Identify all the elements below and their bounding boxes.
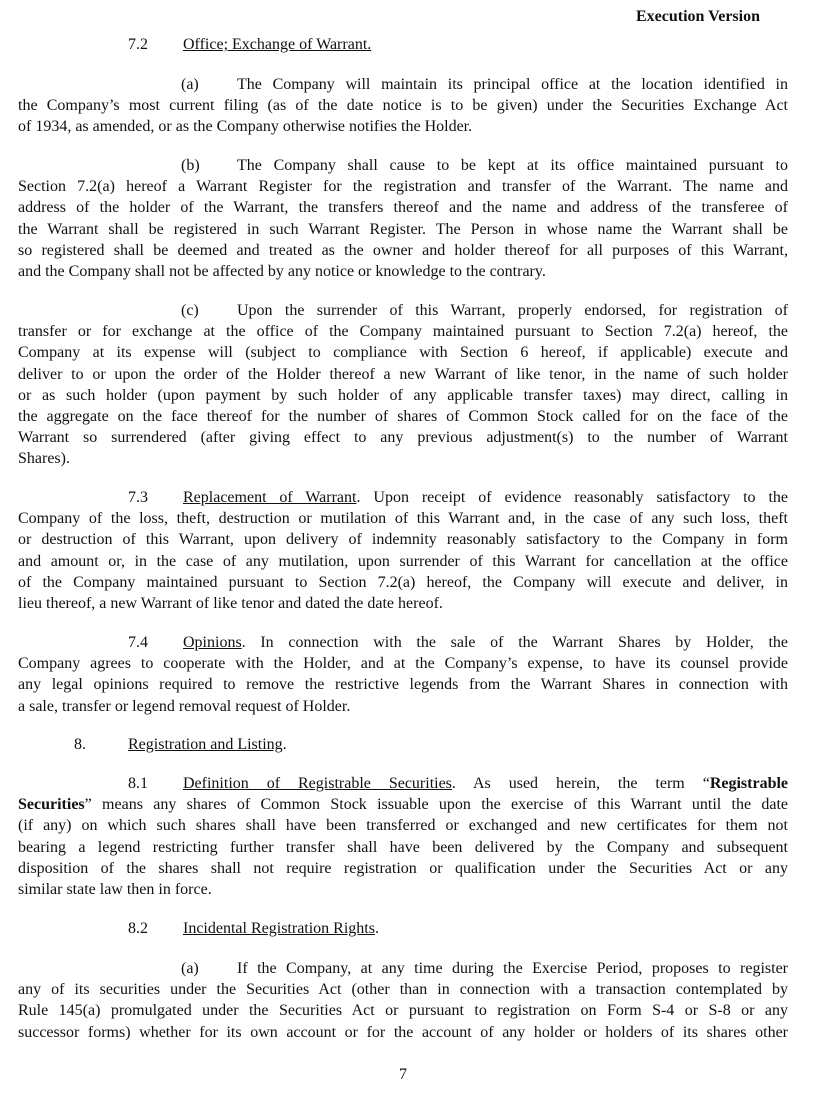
- section-title: Opinions: [183, 634, 242, 651]
- defined-term: Securities: [18, 796, 85, 814]
- paragraph-line: the Warrant shall be registered in such Warrant Register. The Person in whose name the Warrant shall be: [18, 220, 788, 238]
- section-title: Replacement of Warrant: [183, 489, 357, 506]
- paragraph-line: any legal opinions required to remove the restrictive legends from the Warrant Shares in connection with: [18, 676, 788, 694]
- paragraph-line: transfer or for exchange at the office of the Company maintained pursuant to Section 7.2(a) hereof, the: [18, 323, 788, 341]
- paragraph-text: . Upon receipt of evidence reasonably satisfactory to the: [356, 489, 788, 506]
- section-number: 7.3: [128, 489, 148, 506]
- paragraph-line: The Company will maintain its principal office at the location identified in: [237, 76, 788, 93]
- paragraph-text: ” means any shares of Common Stock issuable upon the exercise of this Warrant until the date: [84, 796, 788, 814]
- section-7-2-a: [18, 74, 788, 138]
- section-8-2-heading: [18, 918, 788, 939]
- section-title-end: .: [282, 736, 287, 753]
- paragraph-line: successor forms) whether for its own account or for the account of any holder or holders of its shares other: [18, 1023, 788, 1041]
- clause-label: (a): [181, 960, 199, 977]
- section-number: 8.1: [128, 775, 148, 792]
- section-7-4: [18, 632, 788, 717]
- paragraph-line: deliver to or upon the order of the Holder thereof a new Warrant of like tenor, in the name of such holder: [18, 365, 788, 383]
- section-number: 8.: [74, 736, 86, 753]
- paragraph-line: Shares).: [18, 450, 70, 468]
- paragraph-line: and amount or, in the case of any mutilation, upon surrender of this Warrant for cancellation at the office: [18, 552, 788, 570]
- paragraph-line: disposition of the shares shall not require registration or qualification under the Securities Act or any: [18, 859, 788, 877]
- section-number: 8.2: [128, 920, 148, 937]
- section-8-heading: [18, 734, 788, 755]
- section-title-end: .: [374, 920, 379, 937]
- defined-term: Registrable: [709, 775, 789, 792]
- paragraph-line: or as such holder (upon payment by such holder of any applicable transfer taxes) may direct, calling in: [18, 386, 788, 404]
- section-number: 7.2: [128, 36, 148, 53]
- clause-label: (c): [181, 302, 199, 319]
- paragraph-line: bearing a legend restricting further transfer shall have been delivered by the Company and subsequent: [18, 838, 788, 856]
- paragraph-text: . In connection with the sale of the Warrant Shares by Holder, the: [241, 634, 788, 651]
- section-title: Incidental Registration Rights: [183, 920, 375, 937]
- section-title: Registration and Listing: [128, 736, 283, 753]
- paragraph-line: the Company’s most current filing (as of the date notice is to be given) under the Securities Exchange Act: [18, 97, 788, 115]
- paragraph-line: similar state law then in force.: [18, 880, 212, 898]
- paragraph-line: Upon the surrender of this Warrant, properly endorsed, for registration of: [237, 302, 788, 319]
- section-7-2-heading: [18, 34, 788, 55]
- paragraph-line: Warrant so surrendered (after giving effect to any previous adjustment(s) to the number of Warrant: [18, 429, 788, 447]
- section-8-1: [18, 773, 788, 900]
- paragraph-text: . As used herein, the term “: [451, 775, 710, 792]
- clause-label: (a): [181, 76, 199, 93]
- paragraph-line: Company at its expense will (subject to compliance with Section 6 hereof, if applicable) execute and: [18, 344, 788, 362]
- paragraph-line: Section 7.2(a) hereof a Warrant Register for the registration and transfer of the Warrant. The name and: [18, 178, 788, 196]
- section-title: Definition of Registrable Securities: [183, 775, 452, 792]
- clause-label: (b): [181, 157, 200, 174]
- section-7-3: [18, 487, 788, 614]
- paragraph-line: address of the holder of the Warrant, the transfers thereof and the name and address of the transferee of: [18, 199, 788, 217]
- paragraph-line: lieu thereof, a new Warrant of like tenor and dated the date hereof.: [18, 594, 443, 612]
- section-7-2-b: [18, 155, 788, 282]
- paragraph-line: Company of the loss, theft, destruction or mutilation of this Warrant and, in the case of any such loss, theft: [18, 510, 788, 528]
- paragraph-line: Rule 145(a) promulgated under the Securities Act or pursuant to registration on Form S-4 or S-8 or any: [18, 1002, 788, 1020]
- section-7-2-c: [18, 300, 788, 470]
- paragraph-line: The Company shall cause to be kept at its office maintained pursuant to: [237, 157, 788, 174]
- paragraph-line: of the Company maintained pursuant to Section 7.2(a) hereof, the Company will execute and deliver, in: [18, 573, 788, 591]
- section-number: 7.4: [128, 634, 148, 651]
- paragraph-line: so registered shall be deemed and treated as the owner and holder thereof for all purposes of this Warrant,: [18, 241, 788, 259]
- paragraph-line: the aggregate on the face thereof for the number of shares of Common Stock called for on the face of the: [18, 407, 788, 425]
- page-number: 7: [399, 1066, 407, 1083]
- paragraph-line: or destruction of this Warrant, upon delivery of indemnity reasonably satisfactory to the Company in form: [18, 531, 788, 549]
- section-8-2-a: [18, 958, 788, 1043]
- section-title: Office; Exchange of Warrant.: [183, 36, 372, 53]
- paragraph-line: (if any) on which such shares shall have been transferred or exchanged and new certificates for them not: [18, 817, 788, 835]
- paragraph-line: If the Company, at any time during the Exercise Period, proposes to register: [237, 960, 788, 977]
- paragraph-line: of 1934, as amended, or as the Company otherwise notifies the Holder.: [18, 118, 473, 136]
- paragraph-line: any of its securities under the Securities Act (other than in connection with a transaction contemplated by: [18, 981, 788, 999]
- paragraph-line: a sale, transfer or legend removal request of Holder.: [18, 697, 351, 715]
- paragraph-line: Company agrees to cooperate with the Holder, and at the Company’s expense, to have its counsel provide: [18, 655, 788, 673]
- document-version-header: Execution Version: [635, 8, 760, 25]
- paragraph-line: and the Company shall not be affected by any notice or knowledge to the contrary.: [18, 262, 546, 280]
